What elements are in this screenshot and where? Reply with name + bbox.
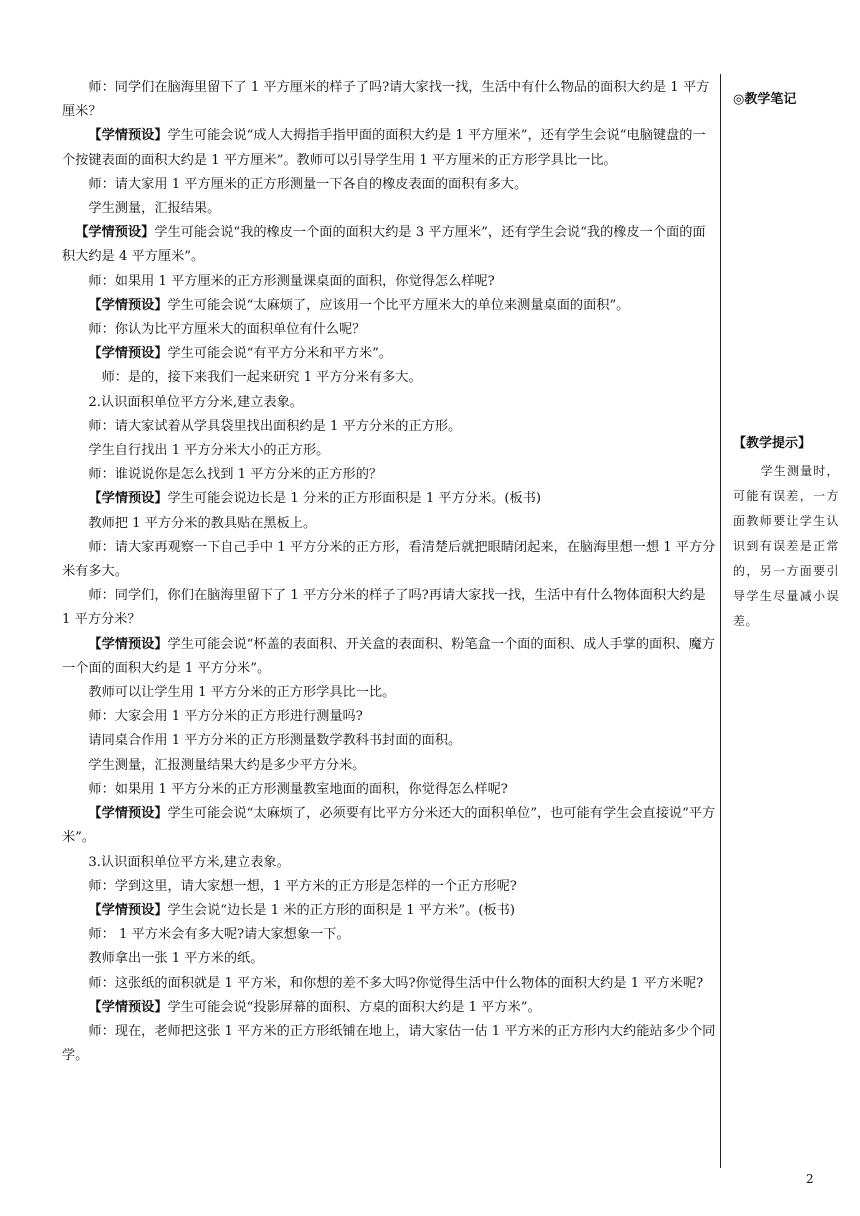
paragraph — [62, 536, 718, 584]
paragraph — [62, 221, 718, 269]
paragraph-text: 师：学到这里，请大家想一想，1 平方米的正方形是怎样的一个正方形呢? — [88, 878, 517, 894]
paragraph — [62, 947, 718, 971]
paragraph-text: 学生可能会说“成人大拇指手指甲面的面积大约是 1 平方厘米”，还有学生会说“电脑键盘的一个按键表面的面积大约是 1 平方厘米”。教师可以引导学生用 1 平方厘米的正方形学具比一比。 — [62, 128, 706, 168]
page-number: 2 — [806, 1172, 814, 1186]
paragraph — [62, 754, 718, 778]
paragraph — [62, 124, 718, 172]
preset-tag: 【学情预设】 — [88, 491, 168, 507]
paragraph — [62, 1020, 718, 1068]
paragraph-text: 请同桌合作用 1 平方分米的正方形测量数学教科书封面的面积。 — [88, 733, 462, 749]
paragraph-text: 师：这张纸的面积就是 1 平方米，和你想的差不多大吗?你觉得生活中什么物体的面积大约是 1 平方米呢? — [88, 975, 704, 991]
paragraph-text: 师：你认为比平方厘米大的面积单位有什么呢？ — [88, 322, 366, 338]
paragraph — [62, 294, 718, 318]
paragraph-text: 教师把 1 平方分米的教具贴在黑板上。 — [88, 515, 317, 531]
paragraph — [62, 923, 718, 947]
paragraph — [62, 391, 718, 415]
paragraph-text: 学生可能会说“太麻烦了，应该用一个比平方厘米大的单位来测量桌面的面积”。 — [167, 297, 630, 313]
paragraph — [62, 778, 718, 802]
preset-tag: 【学情预设】 — [88, 999, 168, 1015]
preset-tag: 【学情预设】 — [88, 128, 168, 144]
paragraph-text: 学生可能会说边长是 1 分米的正方形面积是 1 平方分米。(板书) — [167, 491, 542, 507]
paragraph-text: 2.认识面积单位平方分米,建立表象。 — [88, 394, 303, 410]
teaching-tips-heading: 【教学提示】 — [733, 436, 812, 451]
paragraph — [62, 439, 718, 463]
paragraph — [62, 633, 718, 681]
paragraph-text: 教师拿出一张 1 平方米的纸。 — [88, 951, 264, 967]
preset-tag: 【学情预设】 — [88, 297, 168, 313]
paragraph — [62, 366, 718, 390]
teaching-notes-heading: ◎教学笔记 — [733, 92, 797, 107]
paragraph — [62, 705, 718, 729]
paragraph-text: 教师可以让学生用 1 平方分米的正方形学具比一比。 — [88, 685, 396, 701]
paragraph — [62, 173, 718, 197]
paragraph-text: 师：同学们在脑海里留下了 1 平方厘米的样子了吗?请大家找一找，生活中有什么物品的面积大约是 1 平方厘米？ — [62, 80, 710, 120]
paragraph — [62, 512, 718, 536]
paragraph — [62, 318, 718, 342]
paragraph-text: 学生测量，汇报结果。 — [88, 201, 221, 217]
paragraph — [62, 415, 718, 439]
main-content — [62, 76, 718, 1068]
paragraph — [62, 899, 718, 923]
column-divider — [720, 74, 721, 1168]
paragraph-text: 师：现在，老师把这张 1 平方米的正方形纸铺在地上，请大家估一估 1 平方米的正方形内大约能站多少个同学。 — [62, 1023, 716, 1064]
paragraph — [62, 342, 718, 366]
paragraph — [62, 972, 718, 996]
preset-tag: 【学情预设】 — [88, 902, 168, 918]
paragraph — [62, 875, 718, 899]
paragraph — [62, 802, 718, 850]
paragraph — [62, 584, 718, 632]
preset-tag: 【学情预设】 — [88, 636, 168, 652]
paragraph-text: 师：同学们，你们在脑海里留下了 1 平方分米的样子了吗?再请大家找一找，生活中有什么物体面积大约是 1 平方分米？ — [62, 588, 706, 628]
teaching-tips-body: 学生测量时，可能有误差，一方面教师要让学生认识到有误差是正常的，另一方面要引导学生尽量减小误差。 — [733, 464, 839, 628]
paragraph-text: 3.认识面积单位平方米,建立表象。 — [88, 854, 290, 870]
paragraph-text: 师：如果用 1 平方分米的正方形测量教室地面的面积，你觉得怎么样呢? — [88, 781, 508, 797]
paragraph — [62, 463, 718, 487]
paragraph — [62, 681, 718, 705]
paragraph-text: 学生会说“边长是 1 米的正方形的面积是 1 平方米”。(板书) — [167, 902, 515, 918]
paragraph-text: 学生测量，汇报测量结果大约是多少平方分米。 — [88, 757, 366, 773]
paragraph — [62, 197, 718, 221]
paragraph-text: 学生可能会说“投影屏幕的面积、方桌的面积大约是 1 平方米”。 — [167, 999, 541, 1015]
preset-tag: 【学情预设】 — [88, 346, 168, 362]
sidebar — [733, 76, 839, 107]
paragraph — [62, 851, 718, 875]
paragraph-text: 学生自行找出 1 平方分米大小的正方形。 — [88, 443, 330, 459]
paragraph-text: 学生可能会说“太麻烦了，必须要有比平方分米还大的面积单位”，也可能有学生会直接说“平方米”。 — [62, 806, 716, 846]
paragraph-text: 师： 1 平方米会有多大呢?请大家想象一下。 — [88, 927, 350, 943]
paragraph-text: 师：大家会用 1 平方分米的正方形进行测量吗? — [88, 709, 363, 725]
preset-tag: 【学情预设】 — [75, 225, 155, 241]
paragraph — [62, 996, 718, 1020]
paragraph-text: 学生可能会说“杯盖的表面积、开关盒的表面积、粉笔盒一个面的面积、成人手掌的面积、魔方一个面的面积大约是 1 平方分米”。 — [62, 636, 715, 676]
paragraph — [62, 76, 718, 124]
paragraph — [62, 487, 718, 511]
paragraph-text: 师：谁说说你是怎么找到 1 平方分米的正方形的？ — [88, 467, 383, 483]
paragraph-text: 学生可能会说“有平方分米和平方米”。 — [167, 346, 392, 362]
paragraph — [62, 270, 718, 294]
paragraph-text: 师：请大家再观察一下自己手中 1 平方分米的正方形，看清楚后就把眼睛闭起来，在脑海里想一想 1 平方分米有多大。 — [62, 539, 716, 580]
paragraph-text: 师：是的，接下来我们一起来研究 1 平方分米有多大。 — [101, 370, 422, 386]
paragraph — [62, 729, 718, 753]
paragraph-text: 师：请大家用 1 平方厘米的正方形测量一下各自的橡皮表面的面积有多大。 — [88, 176, 528, 192]
paragraph-text: 学生可能会说“我的橡皮一个面的面积大约是 3 平方厘米”，还有学生会说“我的橡皮一个面的面积大约是 4 平方厘米”。 — [62, 225, 706, 265]
preset-tag: 【学情预设】 — [88, 806, 168, 822]
paragraph-text: 师：请大家试着从学具袋里找出面积约是 1 平方分米的正方形。 — [88, 418, 462, 434]
paragraph-text: 师：如果用 1 平方厘米的正方形测量课桌面的面积，你觉得怎么样呢? — [88, 273, 495, 289]
